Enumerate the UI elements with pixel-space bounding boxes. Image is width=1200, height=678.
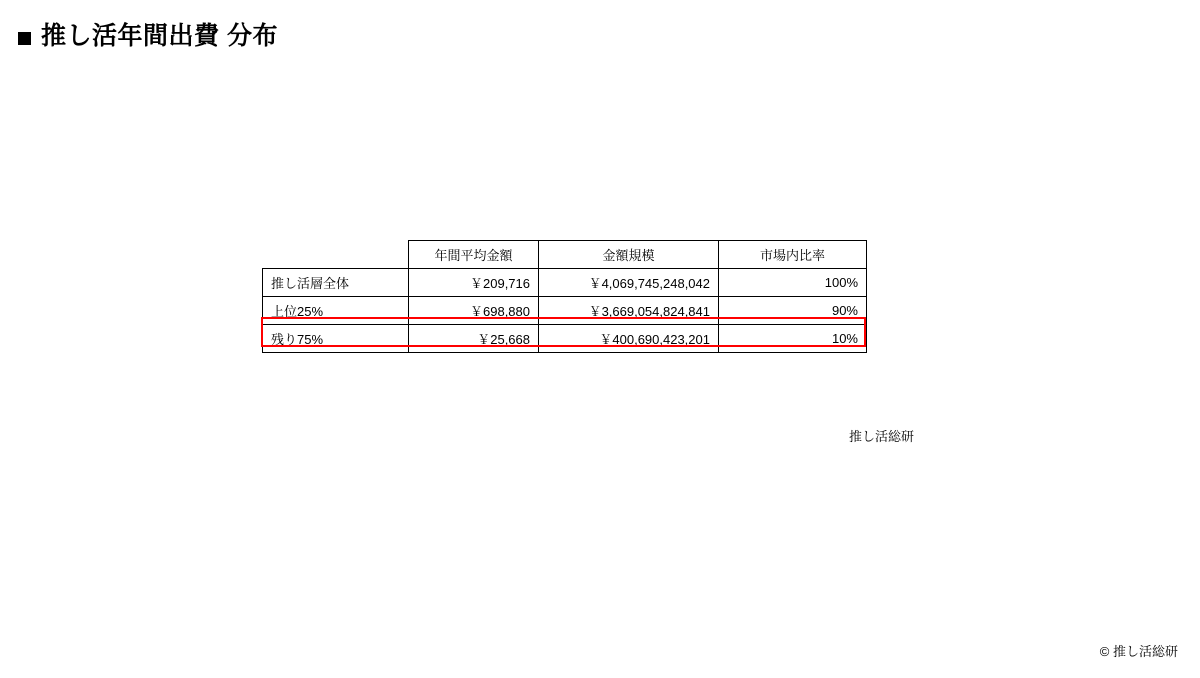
table-header-scale: 金額規模 (539, 241, 719, 269)
row-share: 100% (719, 269, 867, 297)
table-header (263, 241, 867, 269)
footer-copyright: © 推し活総研 (1099, 644, 1178, 659)
table (262, 240, 867, 353)
row-scale: ￥400,690,423,201 (539, 325, 719, 353)
table-row (263, 269, 867, 297)
row-average: ￥25,668 (409, 325, 539, 353)
table-row (263, 325, 867, 353)
table-row (263, 297, 867, 325)
table-header-row (263, 241, 867, 269)
table-header-share: 市場内比率 (719, 241, 867, 269)
row-share: 10% (719, 325, 867, 353)
row-share: 90% (719, 297, 867, 325)
row-label: 上位25% (263, 297, 409, 325)
table-header-corner (263, 241, 409, 269)
distribution-table (262, 240, 867, 353)
page-title-text: 推し活年間出費 分布 (41, 22, 278, 50)
row-scale: ￥3,669,054,824,841 (539, 297, 719, 325)
row-average: ￥209,716 (409, 269, 539, 297)
row-scale: ￥4,069,745,248,042 (539, 269, 719, 297)
page-title (18, 24, 278, 49)
row-average: ￥698,880 (409, 297, 539, 325)
row-label: 残り75% (263, 325, 409, 353)
table-header-average: 年間平均金額 (409, 241, 539, 269)
row-label: 推し活層全体 (263, 269, 409, 297)
table-body (263, 269, 867, 353)
square-bullet-icon (18, 32, 31, 45)
source-note: 推し活総研 (849, 429, 915, 444)
